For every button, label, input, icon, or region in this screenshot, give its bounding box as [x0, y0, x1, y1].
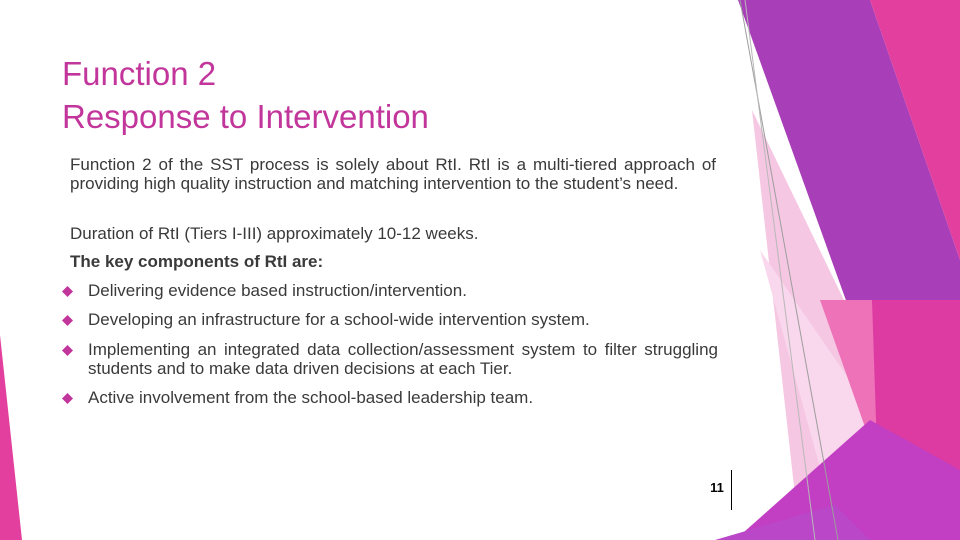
page-number-divider [731, 470, 732, 510]
bullet-text: Developing an infrastructure for a school-wide intervention system. [88, 310, 590, 329]
bullet-text: Delivering evidence based instruction/intervention. [88, 281, 467, 300]
diamond-bullet-icon [62, 315, 73, 326]
intro-paragraph: Function 2 of the SST process is solely about RtI. RtI is a multi-tiered approach of providing high quality instruction and matching intervention to the student’s need. [70, 155, 716, 193]
slide-title-line-2: Response to Intervention [62, 98, 429, 135]
diamond-bullet-icon [62, 393, 73, 404]
bullet-text: Active involvement from the school-based leadership team. [88, 388, 534, 407]
left-edge-accent [0, 335, 22, 540]
duration-paragraph: Duration of RtI (Tiers I-III) approximately 10-12 weeks. [70, 224, 479, 243]
slide-title-line-1: Function 2 [62, 55, 217, 92]
page-number: 11 [710, 480, 724, 495]
bullet-text: Implementing an integrated data collection/assessment system to filter struggling students and to make data driven decisions at each Tier. [88, 340, 718, 378]
key-components-heading: The key components of RtI are: [70, 252, 324, 271]
diamond-bullet-icon [62, 286, 73, 297]
diamond-bullet-icon [62, 345, 73, 356]
